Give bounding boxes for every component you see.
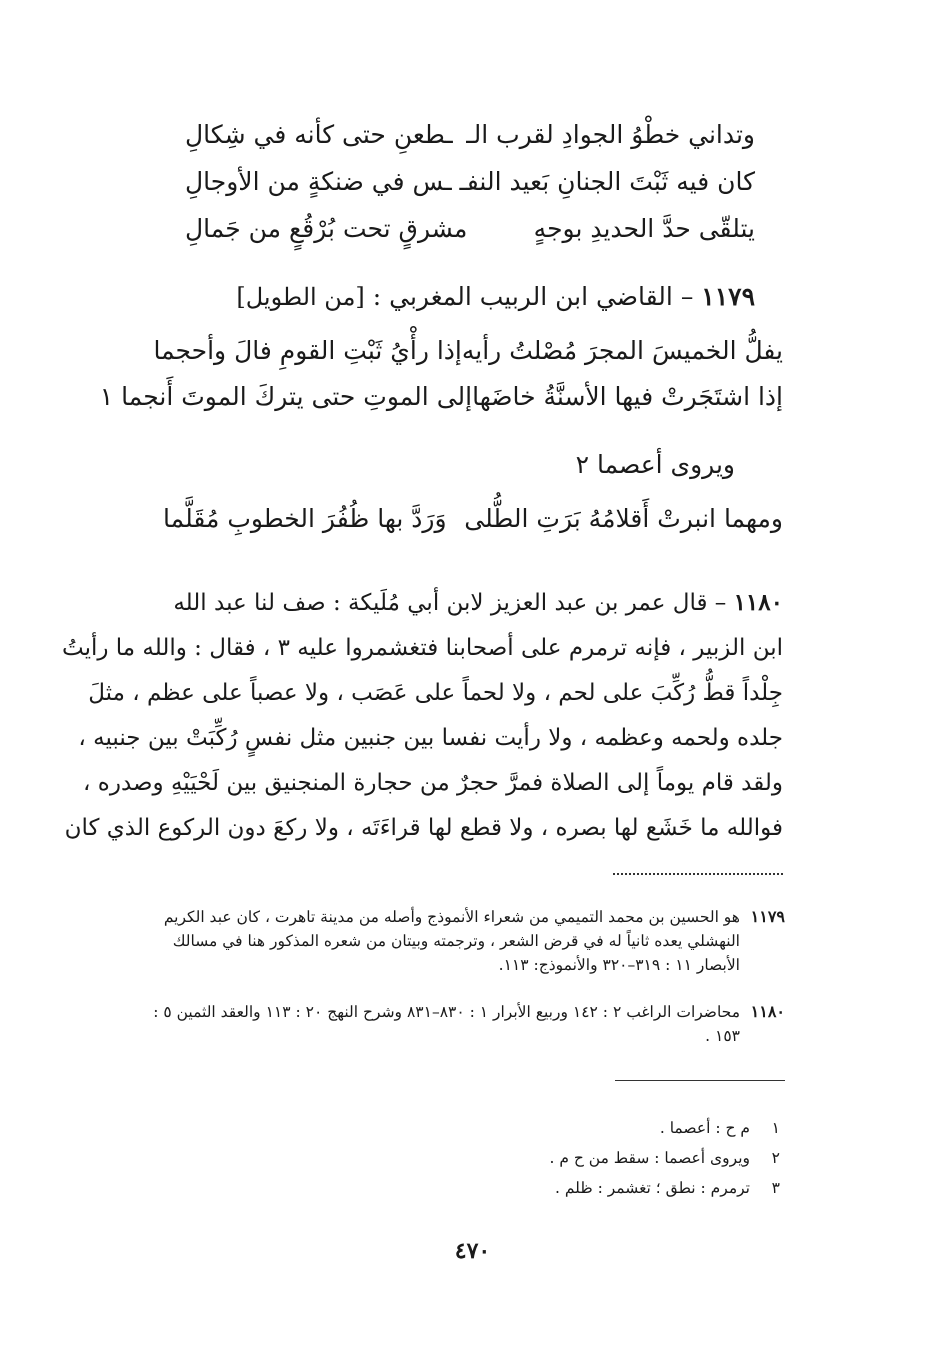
verse-hemistich-first: إذا اشتَجَرتْ فيها الأسنَّةُ خاضَها <box>472 382 783 411</box>
source-footnote-1180 <box>125 1000 785 1048</box>
page-number: ٤٧٠ <box>454 1238 491 1264</box>
note-2 <box>549 1145 780 1171</box>
entry-heading-1179 <box>236 280 755 314</box>
verse-hemistich-first: ومهما انبرتْ أَقلامُهُ بَرَتِ الطُّلى <box>464 504 783 533</box>
entry-title: القاضي ابن الربيب المغربي : <box>372 282 673 311</box>
dotted-separator <box>613 873 783 875</box>
source-footnote-1179 <box>125 905 785 977</box>
verse-hemistich-second: ـس في ضنكةٍ من الأوجالِ <box>185 167 452 196</box>
note-text: م ح : أعصما . <box>659 1119 750 1137</box>
verse-hemistich-second: مشرقٍ تحت بُرْقُعٍ من جَمالِ <box>185 214 468 243</box>
entry-dash: – <box>714 590 727 616</box>
note-1 <box>660 1115 780 1141</box>
verse-line <box>185 118 755 152</box>
note-number: ٢ <box>771 1149 780 1167</box>
footnote-text: هو الحسين بن محمد التميمي من شعراء الأنموذج وأصله من مدينة تاهرت ، كان عبد الكريم النهشلي يعده ثانياً له في قرض الشعر ، وترجمته وبيتان من شعره المذكور هنا في مسالك الأبصار ١١ : ٣١٩–٣٢٠ والأنموذج: ١١٣. <box>163 908 740 974</box>
verse-hemistich-second: ـطعنِ حتى كأنه في شِكالِ <box>185 120 453 149</box>
entry-number: ١١٧٩ <box>701 282 755 311</box>
verse-hemistich-first: كان فيه ثَبْتَ الجنانِ بَعيد النفـ <box>459 167 755 196</box>
verse-hemistich-second: إلى الموتِ حتى يتركَ الموتَ أَنجما ١ <box>99 382 473 411</box>
verse-hemistich-second: وَرَدَّ بها ظُفُرَ الخطوبِ مُقَلَّما <box>163 504 447 533</box>
verse-hemistich-first: يتلقّى حدَّ الحديدِ بوجهٍ <box>533 214 755 243</box>
note-number: ٣ <box>771 1179 780 1197</box>
entry-number: ١١٨٠ <box>733 589 783 616</box>
meter-label: [من الطويل] <box>236 283 365 311</box>
prose-text: قال عمر بن عبد العزيز لابن أبي مُلَيكة : صف لنا عبد الله <box>173 590 708 616</box>
notes-rule <box>615 1080 785 1081</box>
verse-line <box>153 334 783 368</box>
footnote-number: ١١٨٠ <box>750 1002 785 1021</box>
verse-line <box>163 502 783 536</box>
prose-line: ابن الزبير ، فإنه ترمرم على أصحابنا فتغشمروا عليه ٣ ، فقال : والله ما رأيتُ <box>61 635 783 661</box>
note-text: ويروى أعصما : سقط من ح م . <box>549 1149 750 1167</box>
prose-line: ولقد قام يوماً إلى الصلاة فمرَّ حجرٌ من حجارة المنجنيق بين لَحْيَيْهِ وصدره ، <box>83 770 783 796</box>
variant-reading: ويروى أعصما ٢ <box>575 450 735 479</box>
verse-line <box>185 165 755 199</box>
prose-line <box>163 580 783 626</box>
verse-hemistich-first: يفلُّ الخميسَ المجرَ مُصْلتُ رأيه <box>461 336 783 365</box>
verse-line <box>185 212 755 246</box>
prose-line: فوالله ما خَشَع لها بصره ، ولا قطع لها قراءَتَه ، ولا ركعَ دون الركوع الذي كان <box>64 815 783 841</box>
verse-hemistich-first: وتداني خطْوُ الجوادِ لقرب الـ <box>466 120 755 149</box>
prose-line: جِلْداً قطُّ رُكِّبَ على لحم ، ولا لحماً على عَصَب ، ولا عصباً على عظم ، مثلَ <box>88 680 783 706</box>
entry-1180-paragraph <box>61 580 783 851</box>
note-text: ترمرم : نطق ؛ تغشمر : ظلم . <box>555 1179 750 1197</box>
verse-line <box>99 380 783 414</box>
note-number: ١ <box>771 1119 780 1137</box>
footnote-text: محاضرات الراغب ٢ : ١٤٢ وربيع الأبرار ١ : ٨٣٠–٨٣١ وشرح النهج ٢٠ : ١١٣ والعقد الثمين ٥ : ١٥٣ . <box>153 1003 740 1045</box>
prose-line: جلده ولحمه وعظمه ، ولا رأيت نفسا بين جنبين مثل نفسٍ رُكِّبَتْ بين جنبيه ، <box>78 725 783 751</box>
verse-hemistich-second: إذا رأْيُ ثَبْتِ القومِ فالَ وأحجما <box>153 336 462 365</box>
note-3 <box>555 1175 780 1201</box>
footnote-number: ١١٧٩ <box>750 907 785 926</box>
entry-dash: – <box>680 282 694 311</box>
